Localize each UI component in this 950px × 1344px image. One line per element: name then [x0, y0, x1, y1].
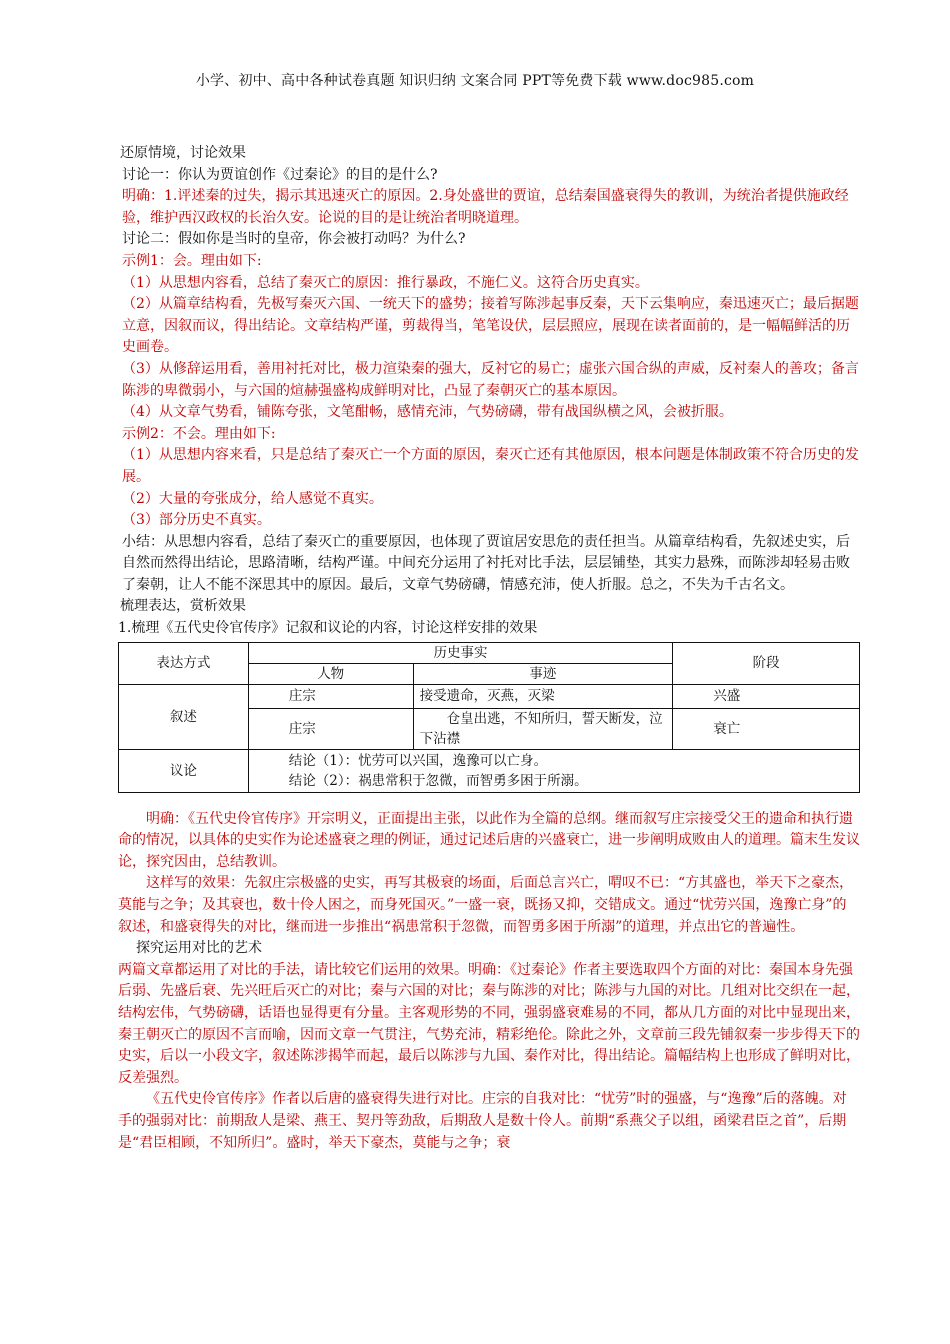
- cell-stage: 兴盛: [673, 684, 860, 708]
- example-2-item: （2）大量的夸张成分，给人感觉不真实。: [122, 490, 383, 507]
- cell-stage: 衰亡: [673, 708, 860, 749]
- answer-table-1: 明确：《五代史伶官传序》开宗明义，正面提出主张，以此作为全篇的总纲。继而叙写庄宗接受父王的遗命和执行遗命的情况，以具体的史实作为论述盛衰之理的例证，通过记述后唐的兴盛衰亡，进一步阐明成败由人的道理。篇末生发议论，探究因由，总结教训。: [118, 810, 860, 870]
- cell-conclusions: [248, 749, 859, 792]
- cell-person: 庄宗: [248, 684, 413, 708]
- answer-1: 明确：1.评述秦的过失，揭示其迅速灭亡的原因。2.身处盛世的贾谊，总结秦国盛衰得失的教训，为统治者提供施政经验，维护西汉政权的长治久安。论说的目的是让统治者明晓道理。: [122, 188, 849, 226]
- conclusion-1: 结论（1）：忧劳可以兴国，逸豫可以亡身。: [288, 752, 548, 769]
- example-1-item: （3）从修辞运用看，善用衬托对比，极力渲染秦的强大，反衬它的易亡；虚张六国合纵的声威，反衬秦人的善攻；备言陈涉的卑微弱小，与六国的煊赫强盛构成鲜明对比，凸显了秦朝灭亡的基本原因。: [122, 360, 859, 399]
- cell-narrate: 叙述: [119, 684, 249, 749]
- content: [118, 143, 860, 1154]
- question-1: 讨论一：你认为贾谊创作《过秦论》的目的是什么?: [122, 166, 438, 183]
- th-stage: 阶段: [673, 642, 860, 684]
- question-2: 讨论二：假如你是当时的皇帝，你会被打动吗？为什么?: [122, 231, 466, 248]
- summary-table: [118, 642, 860, 793]
- cell-person: 庄宗: [248, 708, 413, 749]
- page-header: 小学、初中、高中各种试卷真题 知识归纳 文案合同 PPT等免费下载 www.doc985.com: [195, 73, 755, 89]
- conclusion-2: 结论（2）：祸患常积于忽微，而智勇多困于所溺。: [288, 772, 588, 789]
- contrast-paragraph-1: 两篇文章都运用了对比的手法，请比较它们运用的效果。明确：《过秦论》作者主要选取四个方面的对比：秦国本身先强后弱、先盛后衰、先兴旺后灭亡的对比；秦与六国的对比；秦与陈涉的对比；陈涉与九国的对比。几组对比交织在一起，结构宏伟，气势磅礴，话语也显得更有分量。主客观形势的不同，强弱盛衰难易的不同，都从几方面的对比中显现出来，秦王朝灭亡的原因不言而喻，因而文章一气贯注，气势充沛，精彩绝伦。除此之外，文章前三段先铺叙秦一步步得天下的史实，后以一小段文字，叙述陈涉揭竿而起，最后以陈涉与九国、秦作对比，得出结论。篇幅结构上也形成了鲜明对比，反差强烈。: [118, 961, 860, 1086]
- section-heading-1: 还原情境，讨论效果: [120, 145, 246, 161]
- example-1-item: （2）从篇章结构看，先极写秦灭六国、一统天下的盛势；接着写陈涉起事反秦，天下云集响应，秦迅速灭亡；最后据题立意，因叙而议，得出结论。文章结构严谨，剪裁得当，笔笔设伏，层层照应，展现在读者面前的，是一幅幅鲜活的历史画卷。: [122, 296, 859, 356]
- th-deed: 事迹: [413, 663, 673, 684]
- section-heading-2: 梳理表达，赏析效果: [120, 598, 246, 615]
- example-1-item: （1）从思想内容看，总结了秦灭亡的原因：推行暴政，不施仁义。这符合历史真实。: [122, 274, 649, 291]
- example-2-title: 示例2：不会。理由如下:: [122, 425, 276, 442]
- cell-deed: 仓皇出逃，不知所归，誓天断发，泣下沾襟: [413, 708, 673, 749]
- contrast-paragraph-2: 《五代史伶官传序》作者以后唐的盛衰得失进行对比。庄宗的自我对比：“忧劳”时的强盛，与“逸豫”后的落魄。对手的强弱对比：前期敌人是梁、燕王、契丹等劲敌，后期敌人是数十伶人。前期“系燕父子以组，函梁君臣之首”，后期是“君臣相顾，不知所归”。盛时，举天下豪杰，莫能与之争；衰: [118, 1091, 847, 1151]
- section-heading-3: 探究运用对比的艺术: [136, 940, 262, 957]
- question-table: 1.梳理《五代史伶官传序》记叙和议论的内容，讨论这样安排的效果: [118, 620, 538, 637]
- cell-deed: 接受遗命，灭燕，灭梁: [413, 684, 673, 708]
- example-1-title: 示例1：会。理由如下:: [122, 252, 262, 269]
- cell-discuss: 议论: [119, 749, 249, 792]
- answer-table-2: 这样写的效果：先叙庄宗极盛的史实，再写其极衰的场面，后面总言兴亡，喟叹不已：“方其盛也，举天下之豪杰，莫能与之争；及其衰也，数十伶人困之，而身死国灭。”一盛一衰，既扬又抑，交错成文。通过“忧劳兴国，逸豫亡身”的叙述，和盛衰得失的对比，继而进一步推出“祸患常积于忽微，而智勇多困于所溺”的道理，并点出它的普遍性。: [118, 875, 854, 935]
- example-2-item: （1）从思想内容来看，只是总结了秦灭亡一个方面的原因，秦灭亡还有其他原因，根本问题是体制政策不符合历史的发展。: [122, 447, 859, 485]
- example-1-item: （4）从文章气势看，铺陈夸张，文笔酣畅，感情充沛，气势磅礴，带有战国纵横之风，会被折服。: [122, 404, 733, 421]
- th-method: 表达方式: [119, 642, 249, 684]
- th-person: 人物: [248, 663, 413, 684]
- summary: 小结：从思想内容看，总结了秦灭亡的重要原因，也体现了贾谊居安思危的责任担当。从篇章结构看，先叙述史实，后自然而然得出结论，思路清晰，结构严谨。中间充分运用了衬托对比手法，层层铺垫，其实力悬殊，而陈涉却轻易击败了秦朝，让人不能不深思其中的原因。最后，文章气势磅礴，情感充沛，使人折服。总之，不失为千古名文。: [122, 533, 850, 593]
- th-history: 历史事实: [248, 642, 672, 663]
- example-2-item: （3）部分历史不真实。: [122, 512, 271, 529]
